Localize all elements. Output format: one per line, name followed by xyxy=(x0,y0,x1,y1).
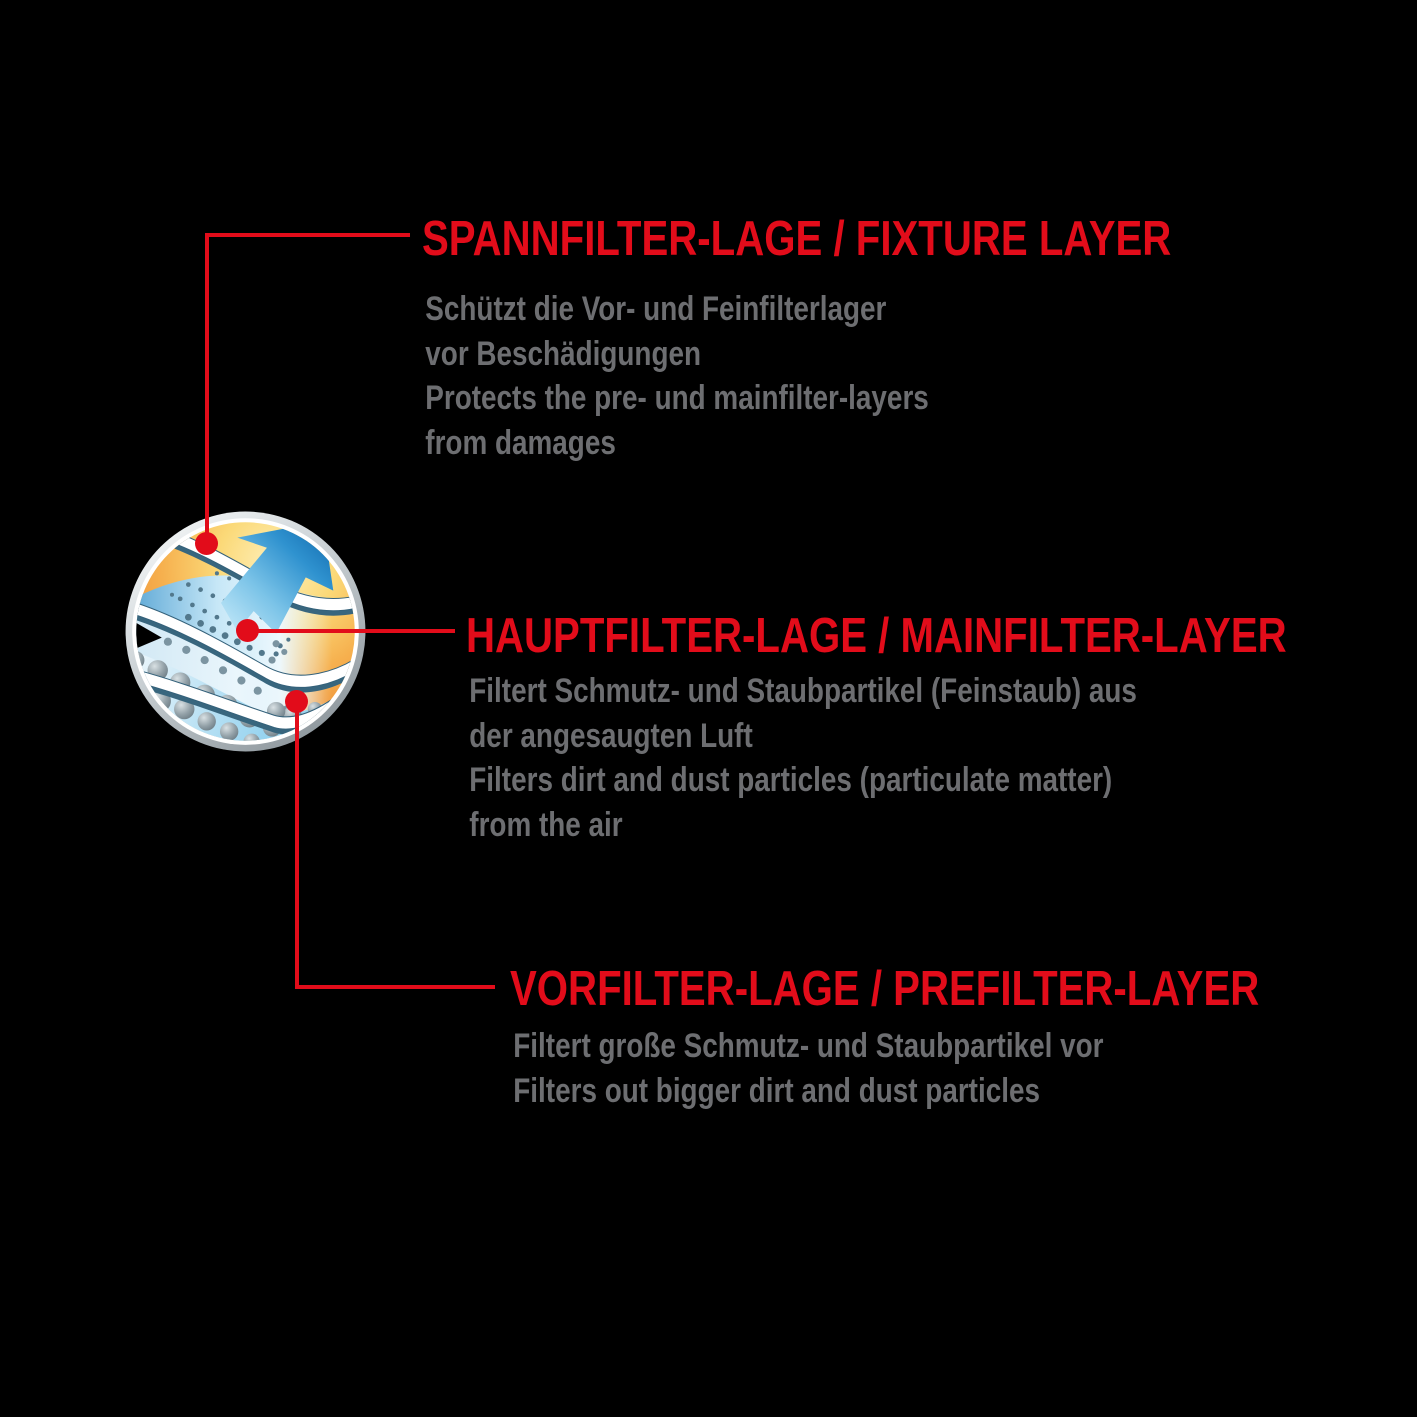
callout-line-mainfilter-horizontal xyxy=(248,629,455,633)
callout-mainfilter-layer xyxy=(466,611,1417,847)
mainfilter-layer-description xyxy=(466,669,1287,847)
description-line: Filters dirt and dust particles (particulate matter) xyxy=(469,761,1113,799)
callout-line-fixture-horizontal xyxy=(205,233,410,237)
description-line: from damages xyxy=(425,423,616,462)
callout-fixture-layer xyxy=(422,214,1336,465)
description-line: from the air xyxy=(469,805,623,844)
callout-dot-fixture xyxy=(195,532,218,555)
description-line: Filtert Schmutz- und Staubpartikel (Feinstaub) aus xyxy=(469,672,1137,710)
callout-dot-prefilter xyxy=(285,690,308,713)
callout-line-prefilter-vertical xyxy=(295,702,299,987)
description-line: Filters out bigger dirt and dust particles xyxy=(513,1071,1040,1110)
callout-line-fixture-vertical xyxy=(205,233,209,544)
description-line: Filtert große Schmutz- und Staubpartikel vor xyxy=(513,1027,1104,1065)
prefilter-layer-title: VORFILTER-LAGE / PREFILTER-LAYER xyxy=(510,962,1260,1016)
prefilter-layer-description xyxy=(510,1024,1259,1113)
fixture-layer-title: SPANNFILTER-LAGE / FIXTURE LAYER xyxy=(422,212,1172,266)
description-line: Schützt die Vor- und Feinfilterlager xyxy=(425,290,887,328)
callout-line-prefilter-horizontal xyxy=(295,985,495,989)
fixture-layer-description xyxy=(422,287,1171,465)
mainfilter-layer-title: HAUPTFILTER-LAGE / MAINFILTER-LAYER xyxy=(466,609,1287,663)
description-line: vor Beschädigungen xyxy=(425,334,702,373)
description-line: Protects the pre- und mainfilter-layers xyxy=(425,379,929,417)
callout-prefilter-layer xyxy=(510,964,1417,1113)
callout-dot-mainfilter xyxy=(236,619,259,642)
description-line: der angesaugten Luft xyxy=(469,716,753,755)
